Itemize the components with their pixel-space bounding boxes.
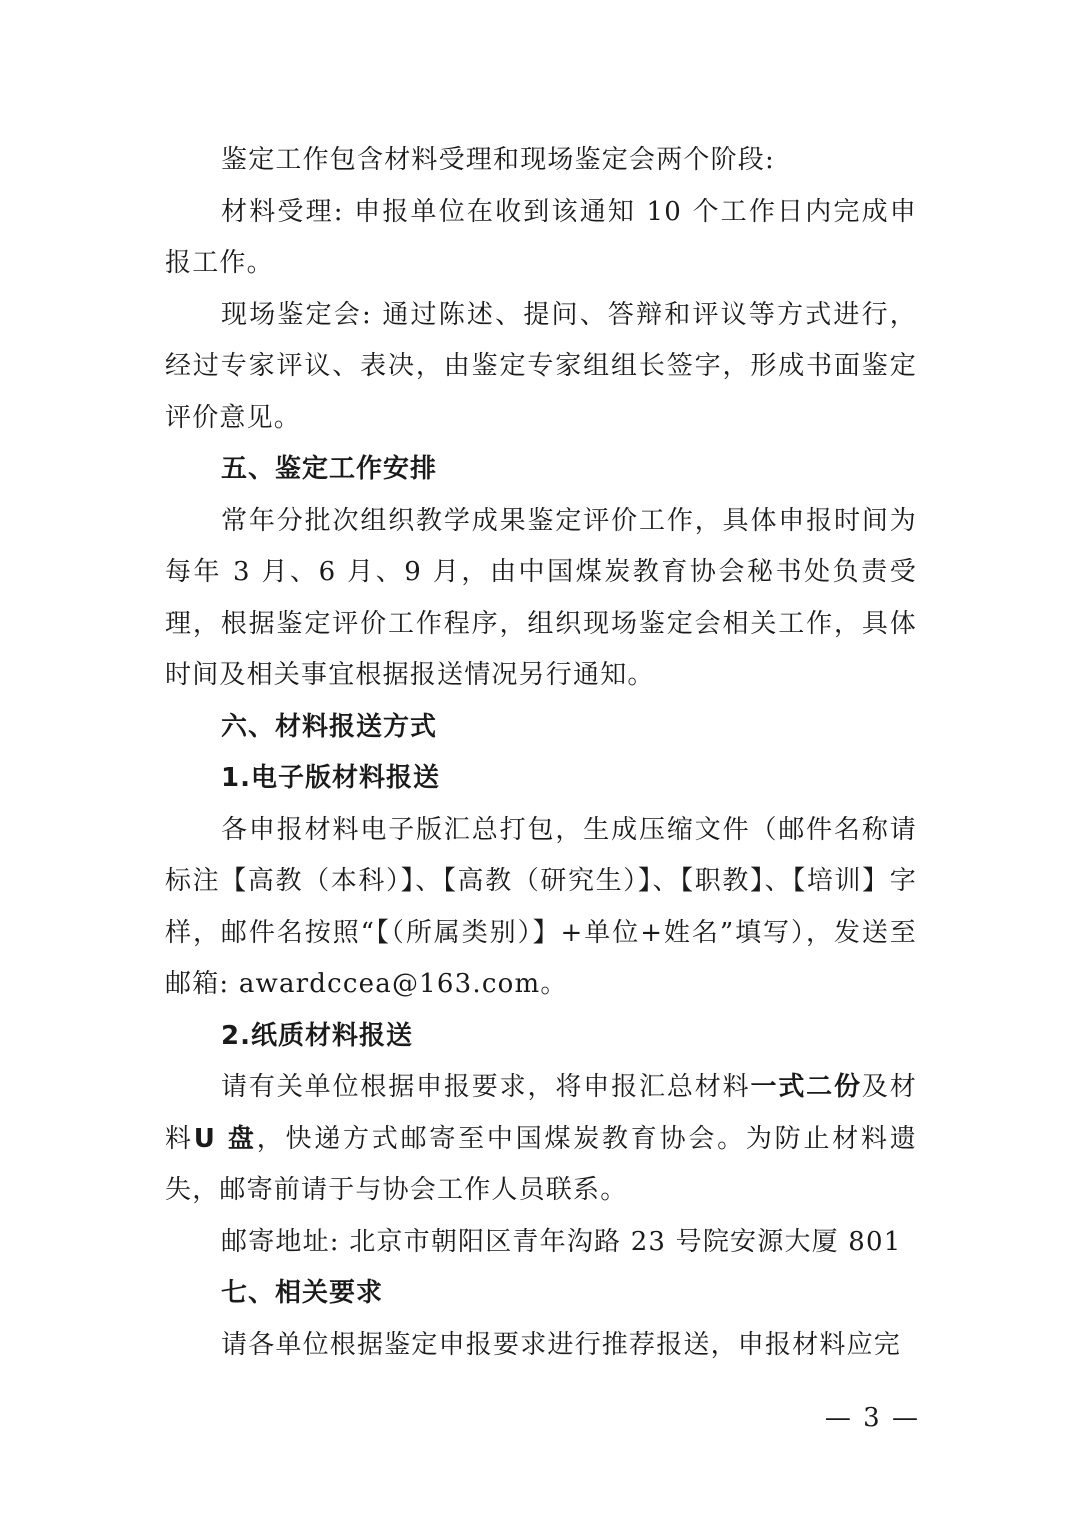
paper-text-part-a: 请有关单位根据申报要求，将申报汇总材料: [221, 1072, 751, 1102]
paper-text-part-e: ，快递方式邮寄至中国煤炭教育协会。为防止材料遗失，邮寄前请于与协会工作人员联系。: [165, 1123, 917, 1205]
paragraph-paper-submission: [165, 1062, 917, 1217]
paragraph-mailing-address: 邮寄地址: 北京市朝阳区青年沟路 23 号院安源大厦 801: [221, 1226, 902, 1257]
document-body: [165, 135, 917, 1371]
paper-copies-emphasis: 一式二份: [750, 1072, 862, 1102]
paragraph-onsite-meeting: 现场鉴定会: 通过陈述、提问、答辩和评议等方式进行，经过专家评议、表决，由鉴定专家组组长签字，形成书面鉴定评价意见。: [165, 299, 917, 433]
section-heading-7: 七、相关要求: [221, 1278, 384, 1308]
paragraph-electronic-submission: 各申报材料电子版汇总打包，生成压缩文件（邮件名称请标注【高教（本科）】、【高教（研究生）】、【职教】、【培训】字样，邮件名按照“【（所属类别）】+单位+姓名”填写），发送至邮箱: awardccea@163.com。: [165, 814, 917, 999]
section-heading-5: 五、鉴定工作安排: [221, 454, 438, 484]
paragraph-schedule: 常年分批次组织教学成果鉴定评价工作，具体申报时间为每年 3 月、6 月、9 月，由中国煤炭教育协会秘书处负责受理，根据鉴定评价工作程序，组织现场鉴定会相关工作，具体时间及相关事宜根据报送情况另行通知。: [165, 505, 917, 690]
paper-text-part-c: 及材料: [165, 1072, 917, 1154]
page-number: — 3 —: [824, 1403, 920, 1433]
paragraph-requirements: 请各单位根据鉴定申报要求进行推荐报送，申报材料应完: [221, 1329, 902, 1360]
subsection-heading-paper: 2.纸质材料报送: [221, 1020, 413, 1051]
section-heading-6: 六、材料报送方式: [221, 711, 438, 742]
subsection-heading-electronic: 1.电子版材料报送: [221, 763, 440, 793]
usb-drive-emphasis: U 盘: [193, 1123, 257, 1154]
paragraph-stages: 鉴定工作包含材料受理和现场鉴定会两个阶段:: [221, 145, 775, 175]
paragraph-material-acceptance: 材料受理: 申报单位在收到该通知 10 个工作日内完成申报工作。: [165, 196, 917, 278]
